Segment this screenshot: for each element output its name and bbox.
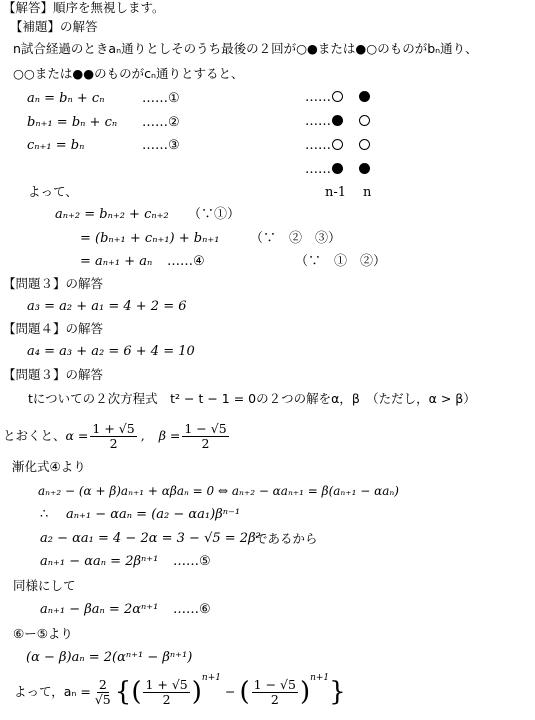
- final-coefficient: [93, 678, 113, 707]
- diagram-dots: ……: [305, 90, 331, 105]
- left-brace: {: [114, 677, 132, 707]
- left-paren: (: [239, 677, 250, 707]
- final-answer: よって，aₙ = $\frac{2}{√5}$ { ( $\frac{1 + √5}{2}$ ) n+1 − ( $\frac{1 - √5}{2}$ ) n+1 }: [14, 672, 346, 712]
- diagram-label-n: n: [363, 185, 372, 200]
- equation-3-tag: ……③: [142, 138, 180, 153]
- equation-1-tag: ……①: [142, 91, 180, 106]
- final-prefix: よって，aₙ =: [14, 684, 91, 699]
- final-term-1-numerator: 1 + √5: [145, 676, 188, 692]
- alpha-beta-prefix: とおくと、: [3, 428, 66, 443]
- alpha-fraction: [90, 422, 136, 451]
- equation-2: bₙ₊₁ = bₙ + cₙ: [27, 115, 118, 130]
- quadratic-statement: tについての２次方程式 t² − t − 1 = 0の２つの解をα，β （ただし，α > β）: [28, 391, 476, 406]
- from-recurrence-4: 漸化式④より: [12, 459, 86, 474]
- black-stone-icon: [359, 163, 370, 174]
- recurrence-reason-3: （∵ ① ②）: [295, 254, 387, 269]
- therefore-label: よって、: [28, 184, 78, 199]
- similarly-label: 同様にして: [13, 578, 76, 593]
- therefore-symbol: ∴: [40, 507, 49, 522]
- recurrence-tag-4: ……④: [167, 254, 205, 269]
- problem-3-equation: a₃ = a₂ + a₁ = 4 + 2 = 6: [27, 299, 187, 314]
- problem-4-title: 【問題４】の解答: [3, 321, 104, 336]
- alpha-equals: α =: [65, 428, 89, 443]
- problem-3-title: 【問題３】の解答: [3, 276, 104, 291]
- final-coefficient-numerator: 2: [98, 676, 107, 692]
- beta-fraction: [182, 422, 228, 451]
- diagram-dots: ……: [305, 138, 331, 153]
- intro-line-1: n試合経過のときaₙ通りとしそのうち最後の２回が○●または●○のものがbₙ通り、: [13, 41, 478, 56]
- white-stone-icon: [332, 91, 343, 102]
- final-coefficient-denominator: √5: [94, 691, 111, 707]
- alpha-numerator: 1 + √5: [92, 420, 135, 436]
- right-paren: ): [191, 677, 202, 707]
- beta-denominator: 2: [201, 435, 210, 451]
- diagram-row-2: [305, 114, 371, 130]
- recurrence-line-3: = aₙ₊₁ + aₙ: [80, 254, 153, 269]
- final-term-1: [143, 678, 189, 707]
- left-paren: (: [131, 677, 142, 707]
- final-term-1-denominator: 2: [162, 691, 171, 707]
- recurrence-reason-2: （∵ ② ③）: [250, 231, 342, 246]
- final-minus: −: [225, 684, 236, 699]
- alpha-beta-definition: とおくと、 α = $\frac{1 + √5}{2}$ , β = $\frac{1 - √5}{2}$: [3, 420, 227, 451]
- diagram-row-1: [305, 90, 371, 106]
- black-stone-icon: [332, 115, 343, 126]
- alpha-denominator: 2: [109, 435, 118, 451]
- white-stone-icon: [359, 115, 370, 126]
- recurrence-line-1: aₙ₊₂ = bₙ₊₂ + cₙ₊₂: [55, 207, 169, 222]
- solving-line-5: aₙ₊₁ − βaₙ = 2αⁿ⁺¹: [40, 602, 159, 617]
- beta-numerator: 1 − √5: [184, 420, 227, 436]
- equation-3: cₙ₊₁ = bₙ: [27, 138, 85, 153]
- diagram-row-3: [305, 138, 371, 154]
- problem-4-equation: a₄ = a₃ + a₂ = 6 + 4 = 10: [27, 344, 195, 359]
- recurrence-line-2: = (bₙ₊₁ + cₙ₊₁) + bₙ₊₁: [80, 231, 220, 246]
- equation-2-tag: ……②: [142, 115, 180, 130]
- equation-5-tag: ……⑤: [173, 554, 211, 569]
- black-stone-icon: [332, 163, 343, 174]
- subtract-label: ⑥ー⑤より: [13, 626, 73, 641]
- intro-line-2: ○○または●●のものがcₙ通りとすると、: [13, 66, 244, 81]
- recurrence-reason-1: （∵①）: [188, 207, 241, 222]
- problem-3b-title: 【問題３】の解答: [3, 367, 104, 382]
- white-stone-icon: [332, 139, 343, 150]
- solving-line-4: aₙ₊₁ − αaₙ = 2βⁿ⁺¹: [40, 554, 159, 569]
- final-term-2: [252, 678, 298, 707]
- diagram-row-4: [305, 162, 371, 178]
- diagram-dots: ……: [305, 114, 331, 129]
- equation-1: aₙ = bₙ + cₙ: [27, 91, 105, 106]
- diagram-label-n-minus-1: n-1: [325, 185, 347, 200]
- beta-equals: β =: [158, 428, 181, 443]
- solving-line-2: aₙ₊₁ − αaₙ = (a₂ − αa₁)βⁿ⁻¹: [66, 507, 241, 522]
- diagram-dots: ……: [305, 162, 331, 177]
- right-paren: ): [299, 677, 311, 707]
- lemma-title: 【補題】の解答: [10, 19, 98, 34]
- black-stone-icon: [359, 91, 370, 102]
- solving-line-3: a₂ − αa₁ = 4 − 2α = 3 − √5 = 2β²: [40, 531, 261, 546]
- solving-line-1: aₙ₊₂ − (α + β)aₙ₊₁ + αβaₙ = 0 ⇔ aₙ₊₂ − αaₙ₊₁ = β(aₙ₊₁ − αaₙ): [38, 484, 399, 498]
- right-brace: }: [329, 677, 346, 707]
- answer-heading: 【解答】順序を無視します。: [3, 0, 165, 15]
- final-term-2-numerator: 1 − √5: [253, 676, 296, 692]
- final-term-2-denominator: 2: [270, 691, 279, 707]
- solving-line-3-tail: であるから: [255, 531, 318, 546]
- white-stone-icon: [359, 139, 370, 150]
- solving-line-6: (α − β)aₙ = 2(αⁿ⁺¹ − βⁿ⁺¹): [26, 650, 193, 665]
- equation-6-tag: ……⑥: [173, 602, 211, 617]
